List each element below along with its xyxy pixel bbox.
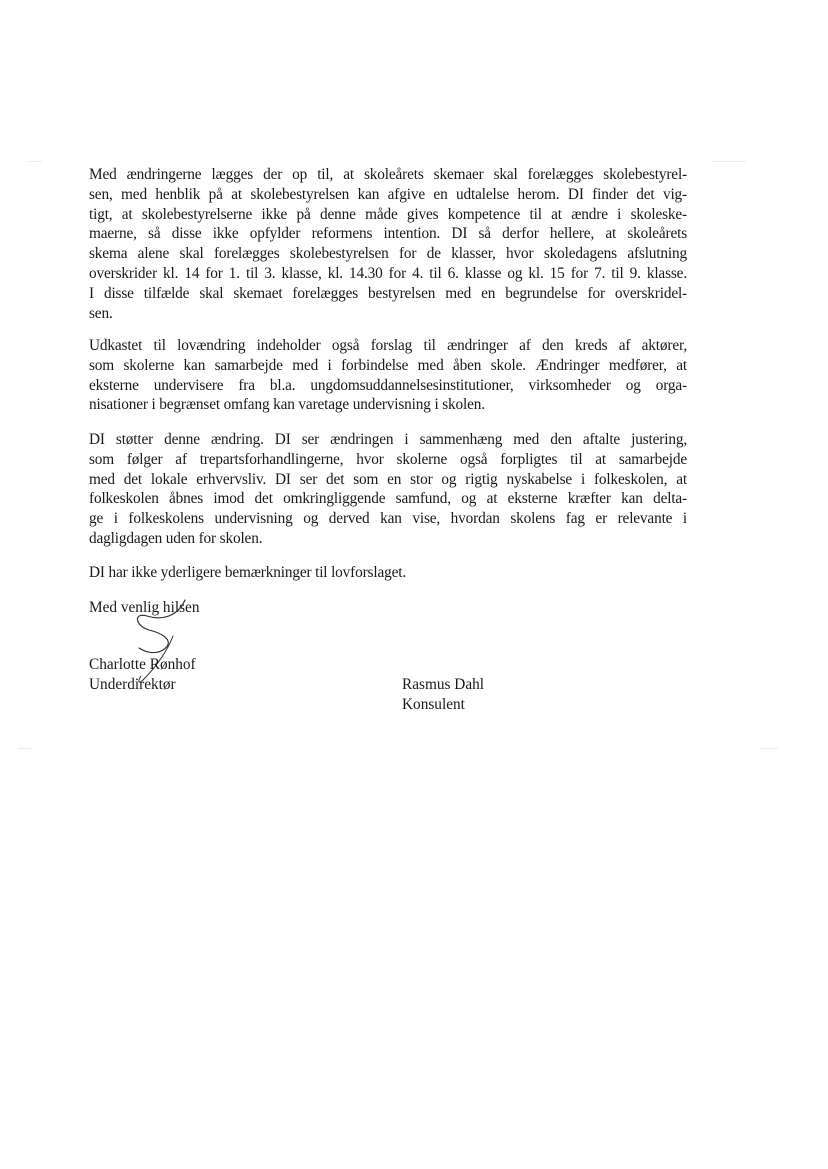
scan-mark-top-left	[28, 161, 42, 162]
paragraph-line: maerne, så disse ikke opfylder reformens intention. DI så derfor hellere, at skoleårets	[89, 225, 687, 243]
paragraph-3	[89, 430, 687, 549]
paragraph-2	[89, 336, 687, 415]
signatory-name: Rasmus Dahl	[402, 676, 485, 693]
paragraph-line: skema alene skal forelægges skolebestyrelsen for de klasser, hvor skoledagens afslutning	[89, 245, 687, 263]
paragraph-line: DI har ikke yderligere bemærkninger til lovforslaget.	[89, 564, 407, 581]
paragraph-line: sen, med henblik på at skolebestyrelsen kan afgive en udtalelse herom. DI finder det vig-	[89, 185, 687, 203]
paragraph-4	[89, 563, 687, 583]
paragraph-line: ge i folkeskolens undervisning og derved kan vise, hvordan skolens fag er relevante i	[89, 510, 687, 528]
paragraph-line: I disse tilfælde skal skemaet forelægges bestyrelsen med en begrundelse for overskridel-	[89, 284, 687, 302]
paragraph-line: nisationer i begrænset omfang kan varetage undervisning i skolen.	[89, 396, 485, 414]
scan-mark-bottom-left	[18, 748, 32, 749]
paragraph-line: eksterne undervisere fra bl.a. ungdomsuddannelsesinstitutioner, virksomheder og orga-	[89, 376, 687, 394]
paragraph-line: Udkastet til lovændring indeholder også forslag til ændringer af den kreds af aktører,	[89, 337, 687, 354]
closing-greeting: Med venlig hilsen	[89, 599, 200, 616]
paragraph-1	[89, 165, 687, 323]
signatory-1	[89, 655, 196, 695]
signatory-name: Charlotte Rønhof	[89, 656, 196, 673]
paragraph-line: som skolerne kan samarbejde med i forbindelse med åben skole. Ændringer medfører, at	[89, 356, 687, 374]
signatory-title: Underdirektør	[89, 675, 176, 693]
paragraph-line: overskrider kl. 14 for 1. til 3. klasse, kl. 14.30 for 4. til 6. klasse og kl. 15 for 7. til 9. klasse.	[89, 264, 687, 282]
scan-mark-top-right	[712, 161, 746, 162]
paragraph-line: med det lokale erhvervsliv. DI ser det som en stor og rigtig nyskabelse i folkeskolen, at	[89, 470, 687, 488]
paragraph-line: dagligdagen uden for skolen.	[89, 529, 263, 547]
paragraph-line: Med ændringerne lægges der op til, at skoleårets skemaer skal forelægges skolebestyrel-	[89, 166, 687, 183]
scan-mark-bottom-right	[760, 748, 778, 749]
paragraph-line: tigt, at skolebestyrelserne ikke på denne måde gives kompetence til at ændre i skoleske-	[89, 205, 687, 223]
signatory-title: Konsulent	[402, 695, 465, 713]
paragraph-line: folkeskolen åbnes imod det omkringliggende samfund, og at eksterne kræfter kan delta-	[89, 490, 687, 508]
signatory-2	[402, 675, 484, 715]
paragraph-line: sen.	[89, 304, 113, 322]
paragraph-line: DI støtter denne ændring. DI ser ændringen i sammenhæng med den aftalte justering,	[89, 431, 687, 448]
paragraph-line: som følger af trepartsforhandlingerne, hvor skolerne også forpligtes til at samarbejde	[89, 450, 687, 468]
